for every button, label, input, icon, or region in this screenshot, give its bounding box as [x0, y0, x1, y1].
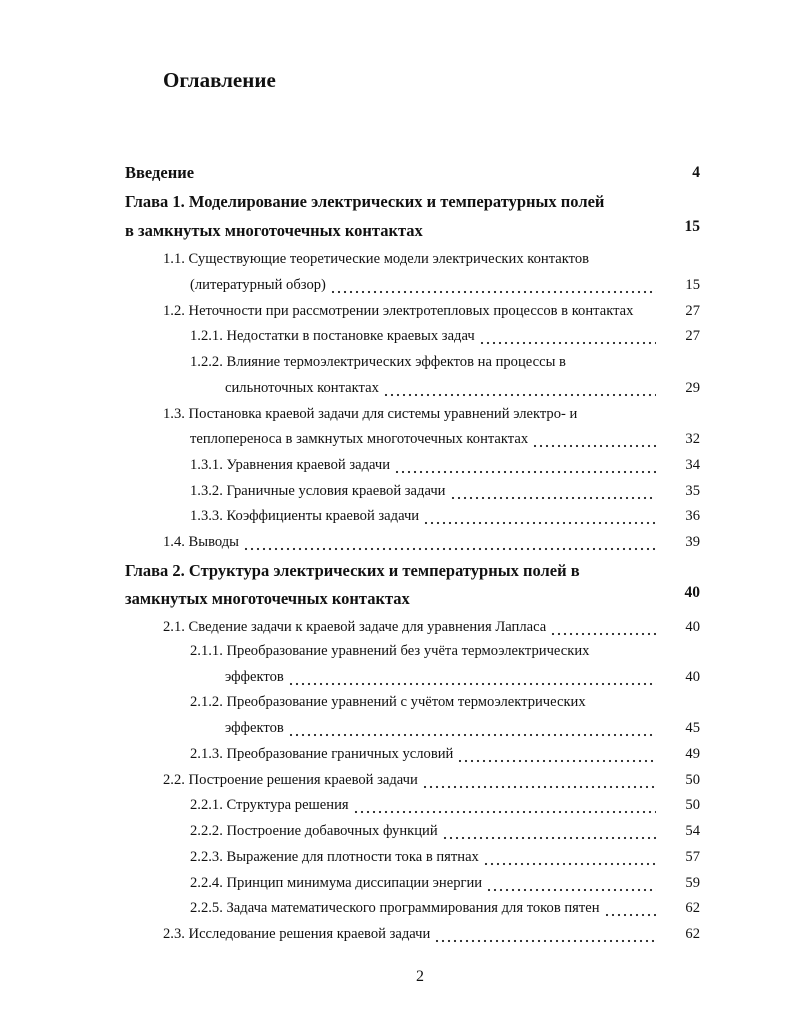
toc-entry-text: 2.1.2. Преобразование уравнений с учётом термоэлектрических	[190, 694, 586, 710]
toc-entry-text: 2.2. Построение решения краевой задачи	[163, 772, 418, 788]
toc-entry-line	[190, 797, 656, 817]
toc-entry-line	[163, 772, 656, 792]
toc-entry-line	[125, 192, 656, 212]
toc-entry-line	[190, 328, 656, 348]
toc-title: Оглавление	[163, 68, 276, 92]
toc-page-number: 62	[685, 900, 700, 916]
toc-entry-text: 1.3.2. Граничные условия краевой задачи	[190, 483, 446, 499]
toc-page-number: 39	[685, 534, 700, 550]
toc-entry-line	[163, 926, 656, 946]
toc-page-number: 27	[685, 303, 700, 319]
dot-leader	[394, 470, 656, 474]
dot-leader	[422, 785, 656, 789]
toc-entry-text: 1.1. Существующие теоретические модели электрических контактов	[163, 251, 590, 267]
dot-leader	[486, 888, 656, 892]
toc-page-number: 27	[685, 328, 700, 344]
dot-leader	[450, 496, 657, 500]
toc-entry-line	[163, 303, 656, 323]
toc-page-number: 15	[685, 277, 700, 293]
toc-page-number: 40	[684, 584, 700, 601]
toc-entry-text: замкнутых многоточечных контактах	[125, 589, 410, 608]
toc-entry-line	[190, 849, 656, 869]
toc-page-number: 57	[685, 849, 700, 865]
toc-entry-line	[125, 561, 656, 581]
toc-page-number: 50	[685, 772, 700, 788]
toc-entry-text: в замкнутых многоточечных контактах	[125, 221, 423, 240]
toc-entry-line	[225, 720, 656, 740]
toc-page-number: 35	[685, 483, 700, 499]
toc-entry-line	[225, 669, 656, 689]
toc-entry-line	[190, 746, 656, 766]
toc-entry-line	[190, 483, 656, 503]
toc-entry-line	[190, 277, 656, 297]
dot-leader	[330, 290, 656, 294]
toc-page-number: 36	[685, 508, 700, 524]
toc-entry-text: 2.1.1. Преобразование уравнений без учёта термоэлектрических	[190, 643, 590, 659]
toc-entry-line	[163, 619, 656, 639]
toc-entry-text: 1.2.1. Недостатки в постановке краевых задач	[190, 328, 475, 344]
dot-leader	[353, 810, 656, 814]
toc-entry-text: 1.3. Постановка краевой задачи для системы уравнений электро- и	[163, 406, 578, 422]
dot-leader	[479, 341, 656, 345]
dot-leader	[288, 733, 656, 737]
toc-entry-text: теплопереноса в замкнутых многоточечных контактах	[190, 431, 529, 447]
toc-page-number: 62	[685, 926, 700, 942]
toc-entry-line	[163, 534, 656, 554]
toc-entry-text: 1.3.1. Уравнения краевой задачи	[190, 457, 391, 473]
toc-entry-text: 2.1. Сведение задачи к краевой задаче для уравнения Лапласа	[163, 619, 547, 635]
toc-entry-text: Глава 1. Моделирование электрических и температурных полей	[125, 192, 605, 211]
toc-entry-text: 2.2.3. Выражение для плотности тока в пятнах	[190, 849, 479, 865]
toc-entry-line	[190, 643, 656, 663]
dot-leader	[483, 862, 656, 866]
toc-entry-line	[125, 163, 656, 183]
toc-page-number: 59	[685, 875, 700, 891]
toc-entry-line	[190, 875, 656, 895]
toc-entry-line	[190, 694, 656, 714]
toc-entry-line	[190, 431, 656, 451]
toc-entry-text: 1.3.3. Коэффициенты краевой задачи	[190, 508, 420, 524]
toc-page-number: 54	[685, 823, 700, 839]
toc-entry-text: 2.2.2. Построение добавочных функций	[190, 823, 438, 839]
dot-leader	[243, 547, 656, 551]
dot-leader	[442, 836, 656, 840]
toc-page-number: 45	[685, 720, 700, 736]
toc-entry-line	[125, 589, 656, 609]
toc-entry-line	[190, 354, 656, 374]
toc-entry-line	[163, 406, 656, 426]
dot-leader	[434, 939, 656, 943]
toc-entry-text: эффектов	[225, 669, 284, 685]
dot-leader	[457, 759, 656, 763]
toc-entry-line	[225, 380, 656, 400]
page-number: 2	[416, 968, 424, 985]
toc-page-number: 40	[685, 619, 700, 635]
dot-leader	[288, 682, 656, 686]
toc-page-number: 29	[685, 380, 700, 396]
toc-entry-line	[190, 457, 656, 477]
toc-entry-text: 1.4. Выводы	[163, 534, 239, 550]
toc-entry-line	[163, 251, 656, 271]
toc-entry-line	[125, 221, 656, 241]
toc-entry-line	[190, 823, 656, 843]
toc-entry-text: 1.2.2. Влияние термоэлектрических эффектов на процессы в	[190, 354, 566, 370]
toc-entry-text: (литературный обзор)	[190, 277, 326, 293]
toc-entry-text: 2.2.4. Принцип минимума диссипации энергии	[190, 875, 483, 891]
toc-entry-text: сильноточных контактах	[225, 380, 379, 396]
toc-entry-text: 2.3. Исследование решения краевой задачи	[163, 926, 431, 942]
toc-entry-text: 2.1.3. Преобразование граничных условий	[190, 746, 454, 762]
dot-leader	[532, 444, 656, 448]
dot-leader	[423, 521, 656, 525]
toc-entry-line	[190, 900, 656, 920]
toc-entry-text: 2.2.5. Задача математического программирования для токов пятен	[190, 900, 600, 916]
toc-page-number: 4	[692, 164, 700, 181]
dot-leader	[550, 632, 656, 636]
toc-entry-text: 1.2. Неточности при рассмотрении электротепловых процессов в контактах	[163, 303, 634, 319]
toc-page-number: 50	[685, 797, 700, 813]
toc-page-number: 32	[685, 431, 700, 447]
toc-page-number: 40	[685, 669, 700, 685]
toc-entry-text: Глава 2. Структура электрических и температурных полей в	[125, 561, 580, 580]
dot-leader	[383, 393, 656, 397]
toc-entry-text: эффектов	[225, 720, 284, 736]
toc-page-number: 34	[685, 457, 700, 473]
toc-entry-line	[190, 508, 656, 528]
toc-page-number: 15	[684, 218, 700, 235]
toc-page-number: 49	[685, 746, 700, 762]
dot-leader	[604, 913, 656, 917]
toc-entry-text: 2.2.1. Структура решения	[190, 797, 349, 813]
toc-entry-text: Введение	[125, 163, 195, 182]
